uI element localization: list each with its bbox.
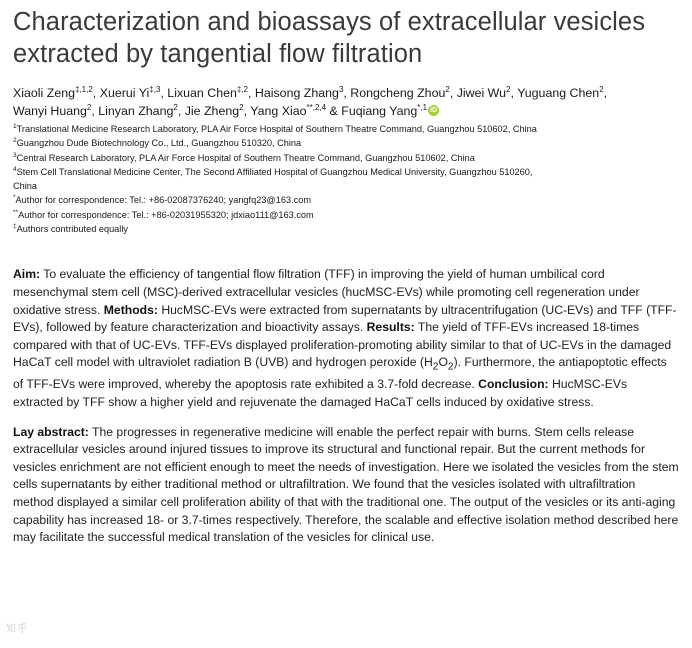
author-name: Xuerui Yi — [99, 86, 150, 100]
author-affiliation-mark: 3 — [338, 84, 344, 94]
affiliation-list — [13, 122, 683, 236]
affiliation-item — [13, 122, 683, 136]
author-affiliation-mark: 2 — [599, 84, 604, 94]
affiliation-text: Central Research Laboratory, PLA Air Force Hospital of Southern Theatre Command, Guangzhou 510602, China — [16, 152, 475, 163]
lay-abstract — [13, 424, 679, 547]
author-name: Yang Xiao — [250, 104, 307, 118]
affiliation-mark: ‡ — [13, 223, 17, 231]
author-affiliation-mark: ‡,2 — [236, 84, 248, 94]
watermark-logo: 知乎 — [6, 624, 28, 635]
author-separator: , — [248, 86, 255, 100]
affiliation-item — [13, 179, 683, 193]
affiliation-item — [13, 193, 683, 207]
conclusion-label: Conclusion: — [478, 377, 549, 392]
author-separator: , — [177, 104, 185, 118]
author-affiliation-mark: *,1 — [417, 102, 428, 112]
affiliation-item — [13, 208, 683, 222]
author-name: Yuguang Chen — [517, 86, 600, 100]
author-affiliation-mark: 2 — [173, 102, 178, 112]
affiliation-text: Authors contributed equally — [16, 224, 128, 235]
author-name: Linyan Zhang — [98, 104, 174, 118]
affiliation-mark: ** — [13, 208, 19, 216]
lay-abstract-text: The progresses in regenerative medicine will enable the perfect repair with burns. Stem cells release extracellular vesicles around injured tissues to improve its structural and functional repair. But the current methods for vesicles enrichment are not efficient enough to meet the needs of investigation. Here we isolated the vesicles from the stem cells supernatants by either traditional method or ultrafiltration. We found that the vesicles isolated with ultrafiltration method displayed a similar cell proliferation ability of that with the traditional one. The output of the vesicles or its anti-aging capability has increased 18- or 3.7-times respectively. Therefore, the scalable and effective isolation method described here may facilitate the successful medical translation of the vesicles for clinical use. — [13, 424, 679, 545]
affiliation-text: Stem Cell Translational Medicine Center, The Second Affiliated Hospital of Guangzhou Medical University, Guangzhou 510260, — [16, 166, 533, 177]
affiliation-mark: 1 — [13, 122, 17, 130]
methods-text: HucMSC-EVs were extracted from supernatants by ultracentrifugation (UC-EVs) and TFF (TFF-EVs), followed by feature characterization and bioactivity assays. — [13, 302, 677, 335]
affiliation-mark: 3 — [13, 151, 17, 159]
author-affiliation-mark: 2 — [86, 102, 92, 112]
author-separator: & — [326, 104, 342, 118]
affiliation-text: China — [13, 181, 38, 192]
author-affiliation-mark: **,2,4 — [306, 102, 327, 112]
orcid-icon[interactable]: iD — [430, 107, 438, 114]
affiliation-mark: 2 — [13, 137, 17, 145]
author-separator: , — [91, 104, 99, 118]
author-name: Jiwei Wu — [456, 86, 507, 100]
author-affiliation-mark: 2 — [506, 84, 511, 94]
author-separator: , — [92, 86, 100, 100]
affiliation-mark: 4 — [13, 165, 17, 173]
author-list — [13, 84, 613, 120]
affiliation-mark: * — [13, 194, 16, 202]
paper-title: Characterization and bioassays of extracellular vesicles extracted by tangential flow filtration — [13, 8, 646, 68]
author-name: Lixuan Chen — [167, 86, 237, 100]
author-separator: , — [449, 86, 457, 100]
author-separator: , — [510, 86, 518, 100]
h2o2-subscript: 2 — [432, 361, 439, 373]
author-affiliation-mark: ‡,3 — [149, 84, 161, 94]
affiliation-item — [13, 151, 683, 165]
lay-abstract-label: Lay abstract: — [13, 424, 89, 439]
abstract — [13, 266, 679, 411]
affiliation-text: Guangzhou Dude Biotechnology Co., Ltd., Guangzhou 510320, China — [16, 138, 302, 149]
author-name: Jie Zheng — [184, 104, 240, 118]
results-text: ). Furthermore, the antiapoptotic effects of TFF-EVs were improved, whereby the apoptosis rate exhibited a 3.7-fold decrease. — [13, 355, 667, 392]
conclusion-text: HucMSC-EVs extracted by TFF show a higher yield and rejuvenate the damaged HaCaT cells induced by oxidative stress. — [13, 377, 628, 409]
paper-page — [13, 0, 683, 547]
author-separator: , — [243, 104, 251, 118]
affiliation-item — [13, 165, 683, 179]
author-name: Wanyi Huang — [13, 104, 87, 118]
affiliation-item — [13, 222, 683, 236]
h2o2-subscript: 2 — [447, 361, 454, 373]
aim-label: Aim: — [13, 267, 41, 282]
author-separator: , — [160, 86, 168, 100]
results-text: O — [438, 355, 448, 370]
methods-label: Methods: — [103, 302, 158, 317]
author-affiliation-mark: 2 — [239, 102, 244, 112]
affiliation-text: Translational Medicine Research Laboratory, PLA Air Force Hospital of Southern Theatre Command, Guangzhou 510602, China — [16, 124, 537, 134]
author-name: Fuqiang Yang — [341, 104, 418, 118]
results-text: The yield of TFF-EVs increased 18-times compared with that of UC-EVs. TFF-EVs displayed proliferation-promoting ability similar to that of UC-EVs in the damaged HaCaT cell model with ultraviolet radiation B (UVB) and hydrogen peroxide (H — [13, 320, 672, 370]
affiliation-text: Author for correspondence: Tel.: +86-02031955320; jdxiao111@163.com — [18, 209, 314, 220]
author-affiliation-mark: ‡,1,2 — [75, 84, 93, 94]
author-separator: , — [343, 86, 351, 100]
author-separator: , — [603, 86, 608, 100]
author-name: Haisong Zhang — [254, 86, 339, 100]
author-name: Xiaoli Zeng — [13, 86, 75, 100]
aim-text: To evaluate the efficiency of tangential flow filtration (TFF) in improving the yield of human umbilical cord mesenchymal stem cell (MSC)-derived extracellular vesicles (hucMSC-EVs) while promoting cell regeneration under oxidative stress. — [13, 267, 640, 317]
affiliation-item — [13, 136, 683, 150]
affiliation-text: Author for correspondence: Tel.: +86-02087376240; yangfq23@163.com — [15, 195, 311, 206]
results-label: Results: — [366, 320, 415, 335]
author-name: Rongcheng Zhou — [350, 86, 446, 100]
author-affiliation-mark: 2 — [445, 84, 450, 94]
